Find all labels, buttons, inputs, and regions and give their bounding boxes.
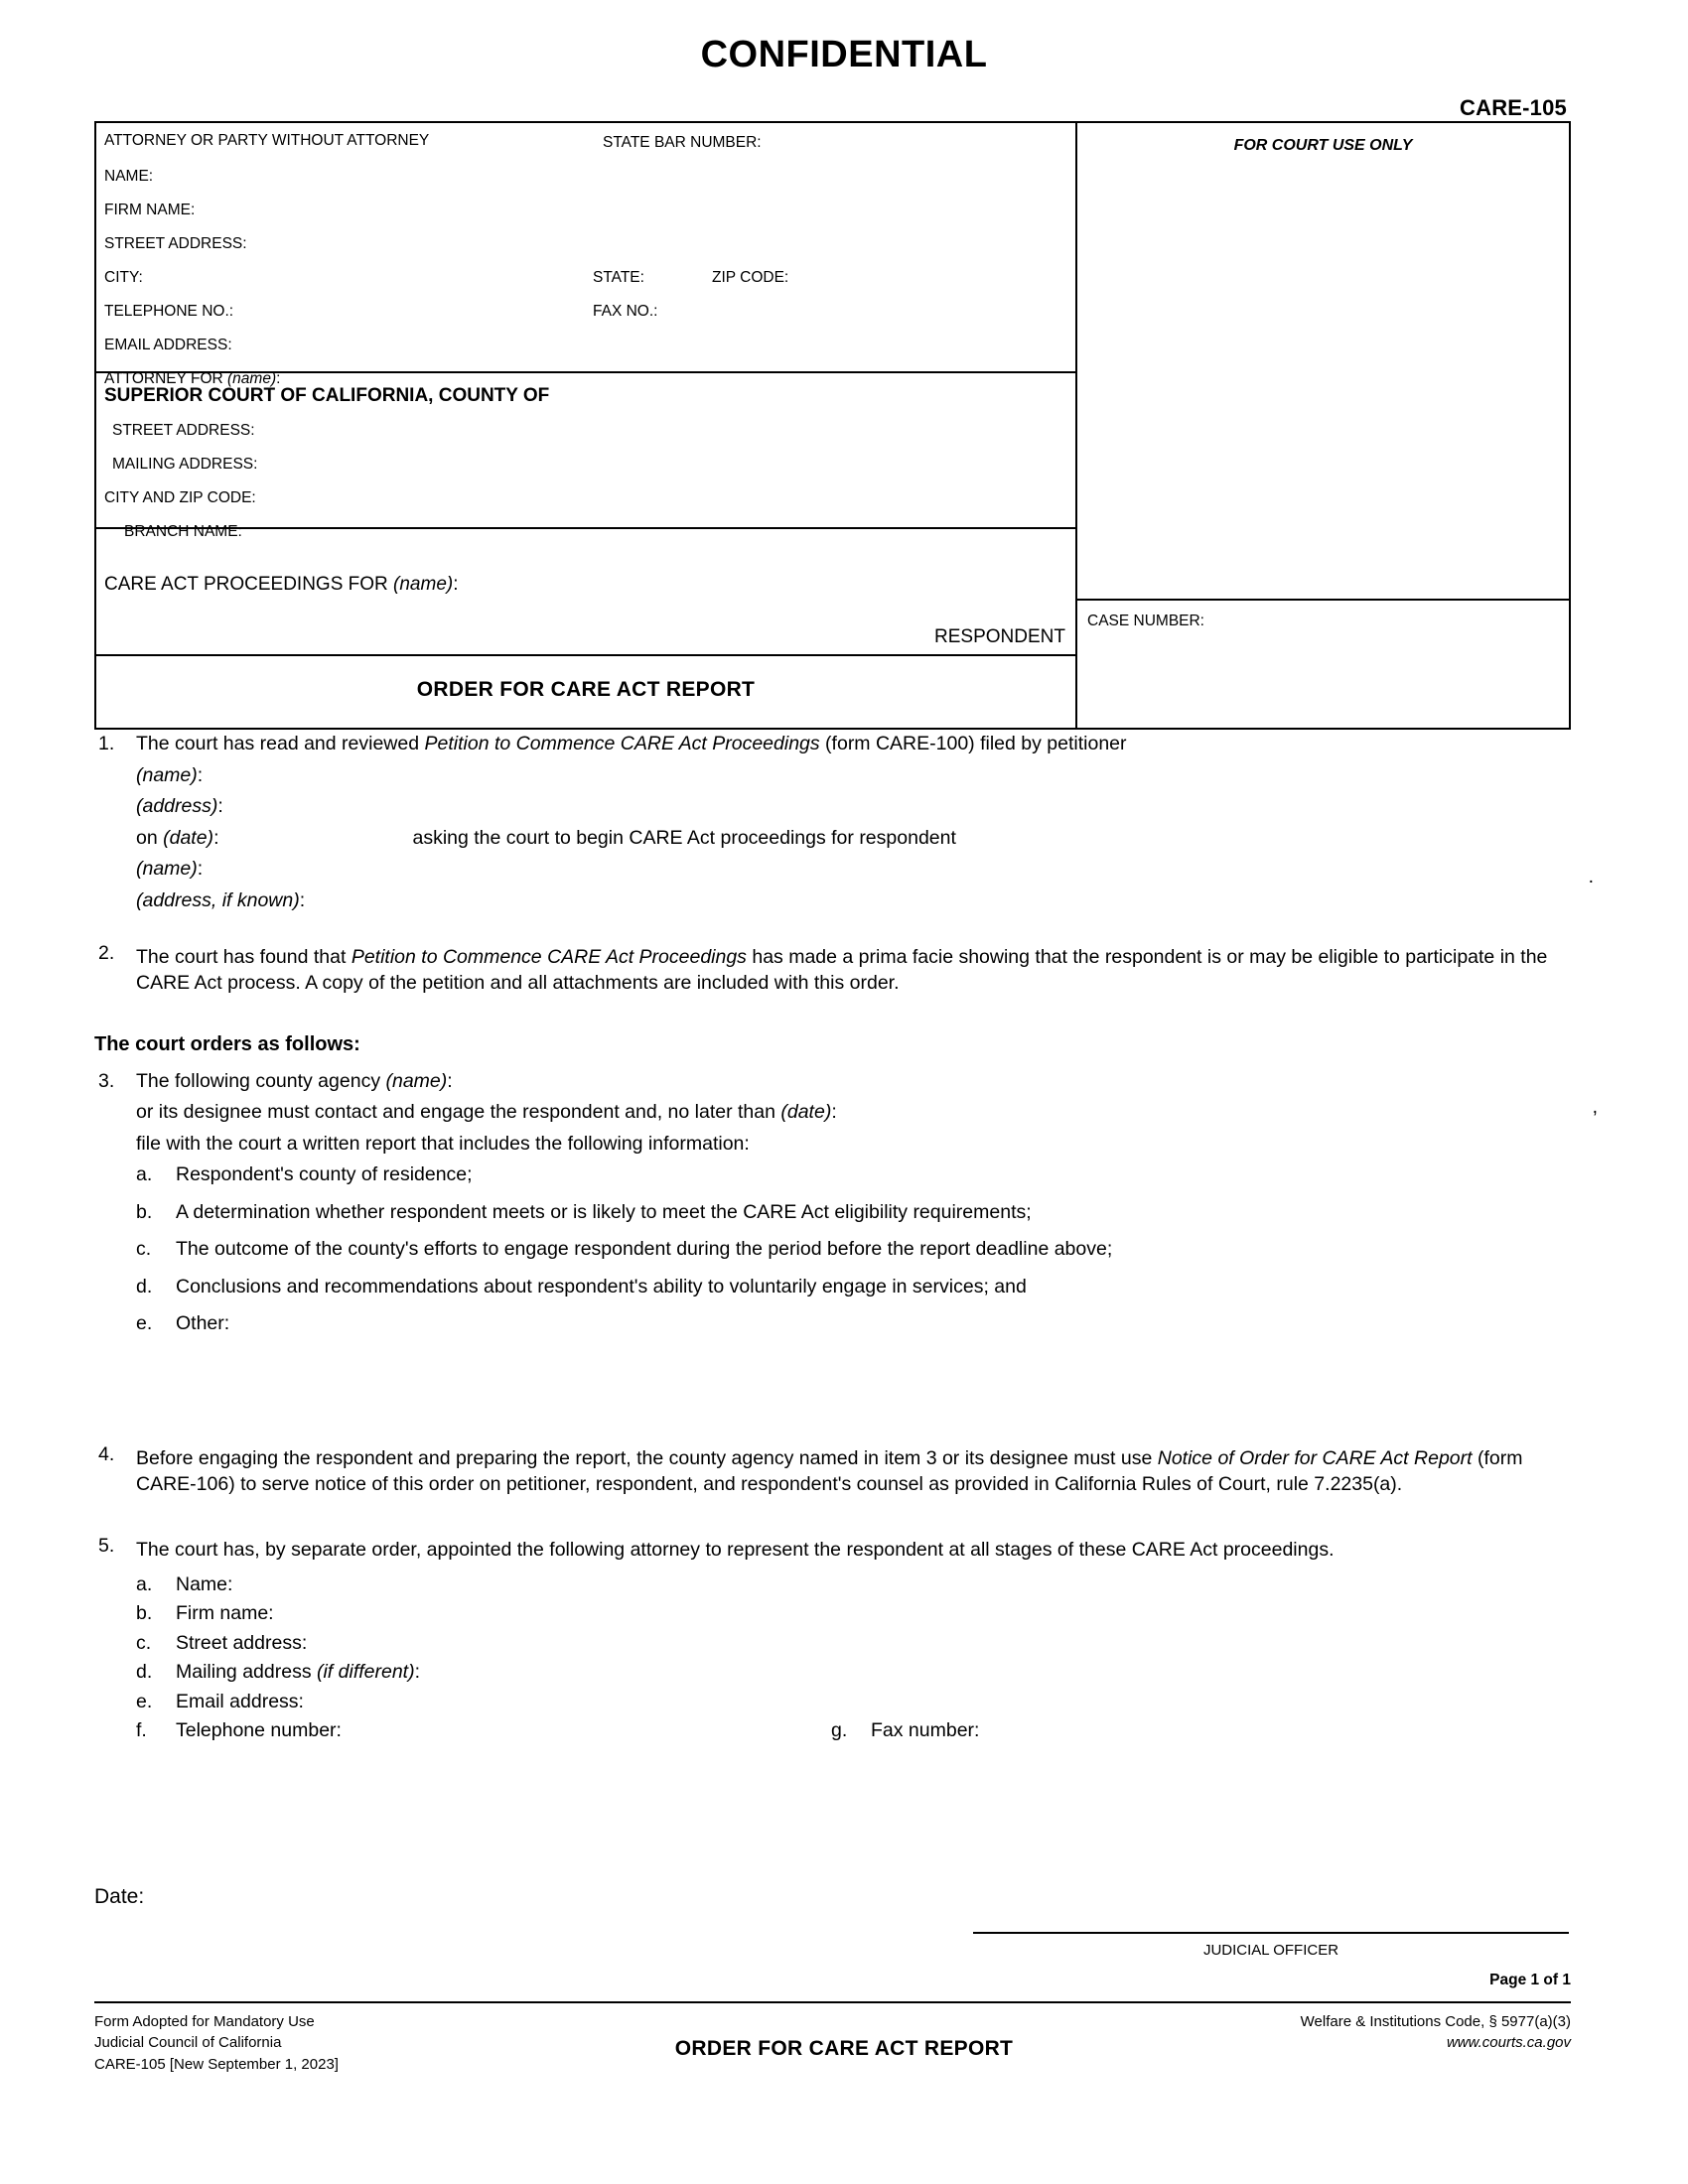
footer-divider xyxy=(94,2001,1571,2003)
item-3-number: 3. xyxy=(98,1069,115,1092)
care-act-proceedings-hint: (name) xyxy=(393,574,454,595)
item-1-respondent-address-line xyxy=(136,888,1584,911)
item-5-subitem-a xyxy=(136,1572,1584,1595)
item-2-text-b: has made a prima facie showing that the respondent is or may be eligible to participate in the CARE Act process. A copy of the petition and all attachments are included with this order. xyxy=(136,946,1548,995)
item-1-address-colon: : xyxy=(217,795,223,817)
item-2-paragraph xyxy=(136,944,1584,997)
item-5-subitem-f-g-row xyxy=(136,1721,1584,1741)
attorney-heading-label: ATTORNEY OR PARTY WITHOUT ATTORNEY xyxy=(104,132,430,149)
item-5-subitem-d-text-a: Mailing address xyxy=(176,1661,317,1684)
item-5-telephone-label: Telephone number: xyxy=(176,1719,342,1742)
judicial-officer-label: JUDICIAL OFFICER xyxy=(1202,1942,1339,1959)
item-1-date-colon: : xyxy=(213,826,219,849)
footer-adopted-line-3: CARE-105 [New September 1, 2023] xyxy=(94,2055,339,2073)
item-3-line-1-a: The following county agency xyxy=(136,1069,386,1092)
item-5-subitem-e-letter: e. xyxy=(136,1690,153,1712)
item-3-subitem-b-text: A determination whether respondent meets or is likely to meet the CARE Act eligibility requirements; xyxy=(176,1200,1032,1223)
item-1-text xyxy=(136,735,1584,922)
item-3-file-report-line: file with the court a written report that includes the following information: xyxy=(136,1132,750,1155)
item-3 xyxy=(94,1069,1598,1352)
item-1-petitioner-name-line xyxy=(136,763,1584,786)
attorney-for-hint: (name) xyxy=(227,370,277,387)
item-3-trailing-mark: , xyxy=(1592,1095,1598,1118)
item-5-subitem-b-text[interactable]: Firm name: xyxy=(176,1602,274,1625)
caption-upper-row xyxy=(96,123,1569,728)
care-act-proceedings-text: CARE ACT PROCEEDINGS FOR xyxy=(104,574,394,595)
item-3-subitem-d xyxy=(136,1275,1584,1297)
court-street-address-label: STREET ADDRESS: xyxy=(112,422,255,439)
item-1-resp-address-colon: : xyxy=(299,888,306,911)
item-3-date-colon: : xyxy=(831,1101,837,1124)
footer-adopted-line-2: Judicial Council of California xyxy=(94,2034,282,2052)
court-mailing-address-label: MAILING ADDRESS: xyxy=(112,456,258,473)
item-5-number: 5. xyxy=(98,1535,115,1558)
item-5-subitem-d xyxy=(136,1663,1584,1683)
caption-box xyxy=(94,121,1571,730)
form-title-block xyxy=(96,656,1075,728)
item-1 xyxy=(94,733,1594,922)
item-1-line-1-a: The court has read and reviewed xyxy=(136,733,425,754)
attorney-street-address-label: STREET ADDRESS: xyxy=(104,235,247,252)
item-3-subitem-a-letter: a. xyxy=(136,1163,153,1186)
item-3-subitem-c-letter: c. xyxy=(136,1238,152,1261)
item-1-line-1-b: (form CARE-100) filed by petitioner xyxy=(819,733,1127,754)
item-3-subitem-a xyxy=(136,1165,1584,1185)
item-1-petitioner-address-line xyxy=(136,797,1584,817)
item-4-notice-title: Notice of Order for CARE Act Report xyxy=(1157,1446,1473,1469)
attorney-email-label: EMAIL ADDRESS: xyxy=(104,337,232,353)
item-1-resp-name-hint: (name) xyxy=(136,858,198,880)
item-5-subitem-g-letter: g. xyxy=(831,1719,848,1742)
date-label[interactable]: Date: xyxy=(94,1885,145,1908)
attorney-firm-name-label: FIRM NAME: xyxy=(104,202,196,218)
item-3-subitem-e-letter: e. xyxy=(136,1312,153,1335)
attorney-city-label: CITY: xyxy=(104,269,143,286)
item-5-subitem-e-text[interactable]: Email address: xyxy=(176,1690,304,1712)
item-2-text xyxy=(136,944,1584,1009)
court-orders-heading: The court orders as follows: xyxy=(94,1032,360,1055)
item-4-paragraph xyxy=(136,1445,1584,1498)
item-3-subitem-d-text: Conclusions and recommendations about respondent's ability to voluntarily engage in services; and xyxy=(176,1275,1027,1297)
item-4-text-b: (form CARE-106) to serve notice of this order on petitioner, respondent, and respondent's counsel as provided in California Rules of Court, rule 7.2235(a). xyxy=(136,1446,1523,1495)
attorney-telephone-label: TELEPHONE NO.: xyxy=(104,303,234,320)
item-3-agency-name-hint: (name) xyxy=(385,1069,448,1092)
item-1-respondent-name-line xyxy=(136,860,1584,880)
item-2-text-a: The court has found that xyxy=(136,946,352,968)
item-3-subitem-c xyxy=(136,1240,1584,1260)
item-3-subitem-b xyxy=(136,1200,1584,1223)
attorney-zip-code-label: ZIP CODE: xyxy=(712,269,789,286)
item-1-name-hint: (name) xyxy=(136,763,198,786)
court-use-only-box xyxy=(1077,123,1569,601)
item-1-petition-title: Petition to Commence CARE Act Proceedings xyxy=(424,733,820,754)
item-5-text xyxy=(136,1537,1584,1750)
respondent-label: RESPONDENT xyxy=(934,626,1065,647)
footer-code-citation: Welfare & Institutions Code, § 5977(a)(3) xyxy=(1300,2013,1571,2030)
item-5-subitem-d-letter: d. xyxy=(136,1661,153,1684)
footer-right-block xyxy=(1301,2011,1571,2054)
item-5-subitem-b xyxy=(136,1604,1584,1624)
item-1-date-line xyxy=(136,826,1584,849)
item-5-subitem-a-text[interactable]: Name: xyxy=(176,1572,233,1595)
footer-form-title: ORDER FOR CARE ACT REPORT xyxy=(674,2037,1014,2060)
confidential-banner: CONFIDENTIAL xyxy=(700,34,988,75)
item-1-address-hint: (address) xyxy=(136,795,218,817)
item-1-line-1 xyxy=(136,735,1584,754)
item-1-number: 1. xyxy=(98,733,115,754)
caption-left-column xyxy=(96,123,1077,728)
item-3-subitem-a-text: Respondent's county of residence; xyxy=(176,1163,473,1186)
item-5-subitem-f-letter: f. xyxy=(136,1719,147,1742)
superior-court-title: SUPERIOR COURT OF CALIFORNIA, COUNTY OF xyxy=(104,385,550,406)
item-3-subitem-e-text[interactable]: Other: xyxy=(176,1312,230,1335)
footer-adopted-line-1: Form Adopted for Mandatory Use xyxy=(94,2013,315,2030)
item-3-deadline-line xyxy=(136,1103,1584,1123)
item-4-text-a: Before engaging the respondent and preparing the report, the county agency named in item 3 or its designee must use xyxy=(136,1446,1158,1469)
court-branch-name-label: BRANCH NAME: xyxy=(124,523,242,540)
case-number-box[interactable] xyxy=(1077,601,1569,672)
item-5-subitem-d-text[interactable] xyxy=(176,1663,1584,1683)
item-4 xyxy=(94,1442,1584,1510)
case-number-label: CASE NUMBER: xyxy=(1087,613,1204,629)
attorney-for-text: ATTORNEY FOR xyxy=(104,370,228,387)
item-2-petition-title: Petition to Commence CARE Act Proceedings xyxy=(351,946,747,968)
item-3-text xyxy=(136,1069,1584,1352)
item-3-subitems xyxy=(136,1165,1584,1334)
court-block xyxy=(96,373,1075,540)
care-act-proceedings-label xyxy=(104,574,459,596)
item-5-subitem-c xyxy=(136,1631,1584,1654)
item-4-text xyxy=(136,1445,1584,1510)
court-city-zip-label: CITY AND ZIP CODE: xyxy=(104,489,256,506)
attorney-name-label: NAME: xyxy=(104,168,154,185)
form-title: ORDER FOR CARE ACT REPORT xyxy=(416,678,756,701)
item-5-subitem-c-text[interactable]: Street address: xyxy=(176,1631,308,1654)
item-5-subitem-c-letter: c. xyxy=(136,1631,152,1654)
item-5-subitem-e xyxy=(136,1690,1584,1712)
attorney-for-colon: : xyxy=(276,370,281,387)
item-5-subitem-f-text[interactable] xyxy=(176,1721,1584,1741)
attorney-fax-label: FAX NO.: xyxy=(593,303,658,320)
state-bar-number-label: STATE BAR NUMBER: xyxy=(603,134,762,151)
attorney-state-label: STATE: xyxy=(593,269,644,286)
attorney-block xyxy=(96,123,1075,387)
item-3-agency-line xyxy=(136,1069,1584,1092)
item-5-subitem-b-letter: b. xyxy=(136,1602,153,1625)
item-1-resp-name-colon: : xyxy=(197,858,204,880)
page-number: Page 1 of 1 xyxy=(1489,1972,1571,1988)
item-2 xyxy=(94,944,1584,1009)
footer-url[interactable]: www.courts.ca.gov xyxy=(1446,2034,1571,2052)
item-3-line-2-a: or its designee must contact and engage the respondent and, no later than xyxy=(136,1101,781,1124)
item-5-paragraph: The court has, by separate order, appointed the following attorney to represent the respondent at all stages of these CARE Act proceedings. xyxy=(136,1539,1335,1562)
item-1-on-text: on xyxy=(136,826,164,849)
item-1-name-colon: : xyxy=(197,763,204,786)
item-4-number: 4. xyxy=(98,1442,115,1465)
caption-right-column xyxy=(1077,123,1569,728)
court-use-only-label: FOR COURT USE ONLY xyxy=(1233,137,1413,154)
item-2-number: 2. xyxy=(98,942,115,964)
item-3-subitem-e xyxy=(136,1314,1584,1334)
item-5 xyxy=(94,1537,1584,1750)
item-5-fax-label[interactable]: Fax number: xyxy=(871,1719,980,1742)
judicial-officer-signature-line[interactable] xyxy=(973,1932,1569,1934)
item-3-subitem-c-text: The outcome of the county's efforts to engage respondent during the period before the report deadline above; xyxy=(176,1238,1113,1261)
item-3-subitem-b-letter: b. xyxy=(136,1200,153,1223)
parties-block xyxy=(96,565,1075,656)
item-3-agency-colon: : xyxy=(447,1069,453,1092)
item-3-date-hint: (date) xyxy=(780,1101,832,1124)
item-3-subitem-d-letter: d. xyxy=(136,1275,153,1297)
form-number: CARE-105 xyxy=(1460,95,1567,120)
item-5-subitem-a-letter: a. xyxy=(136,1572,153,1595)
care-act-proceedings-colon: : xyxy=(453,574,459,595)
item-1-resp-address-hint: (address, if known) xyxy=(136,888,300,911)
item-1-trailing-mark: . xyxy=(1588,866,1594,887)
item-5-subitem-d-hint: (if different) xyxy=(316,1661,415,1684)
item-5-subitem-d-colon: : xyxy=(414,1661,421,1684)
item-1-asking-text: asking the court to begin CARE Act proceedings for respondent xyxy=(412,826,956,849)
form-body xyxy=(94,733,1598,1751)
item-1-date-hint: (date) xyxy=(163,826,214,849)
item-5-subitems xyxy=(136,1572,1584,1742)
